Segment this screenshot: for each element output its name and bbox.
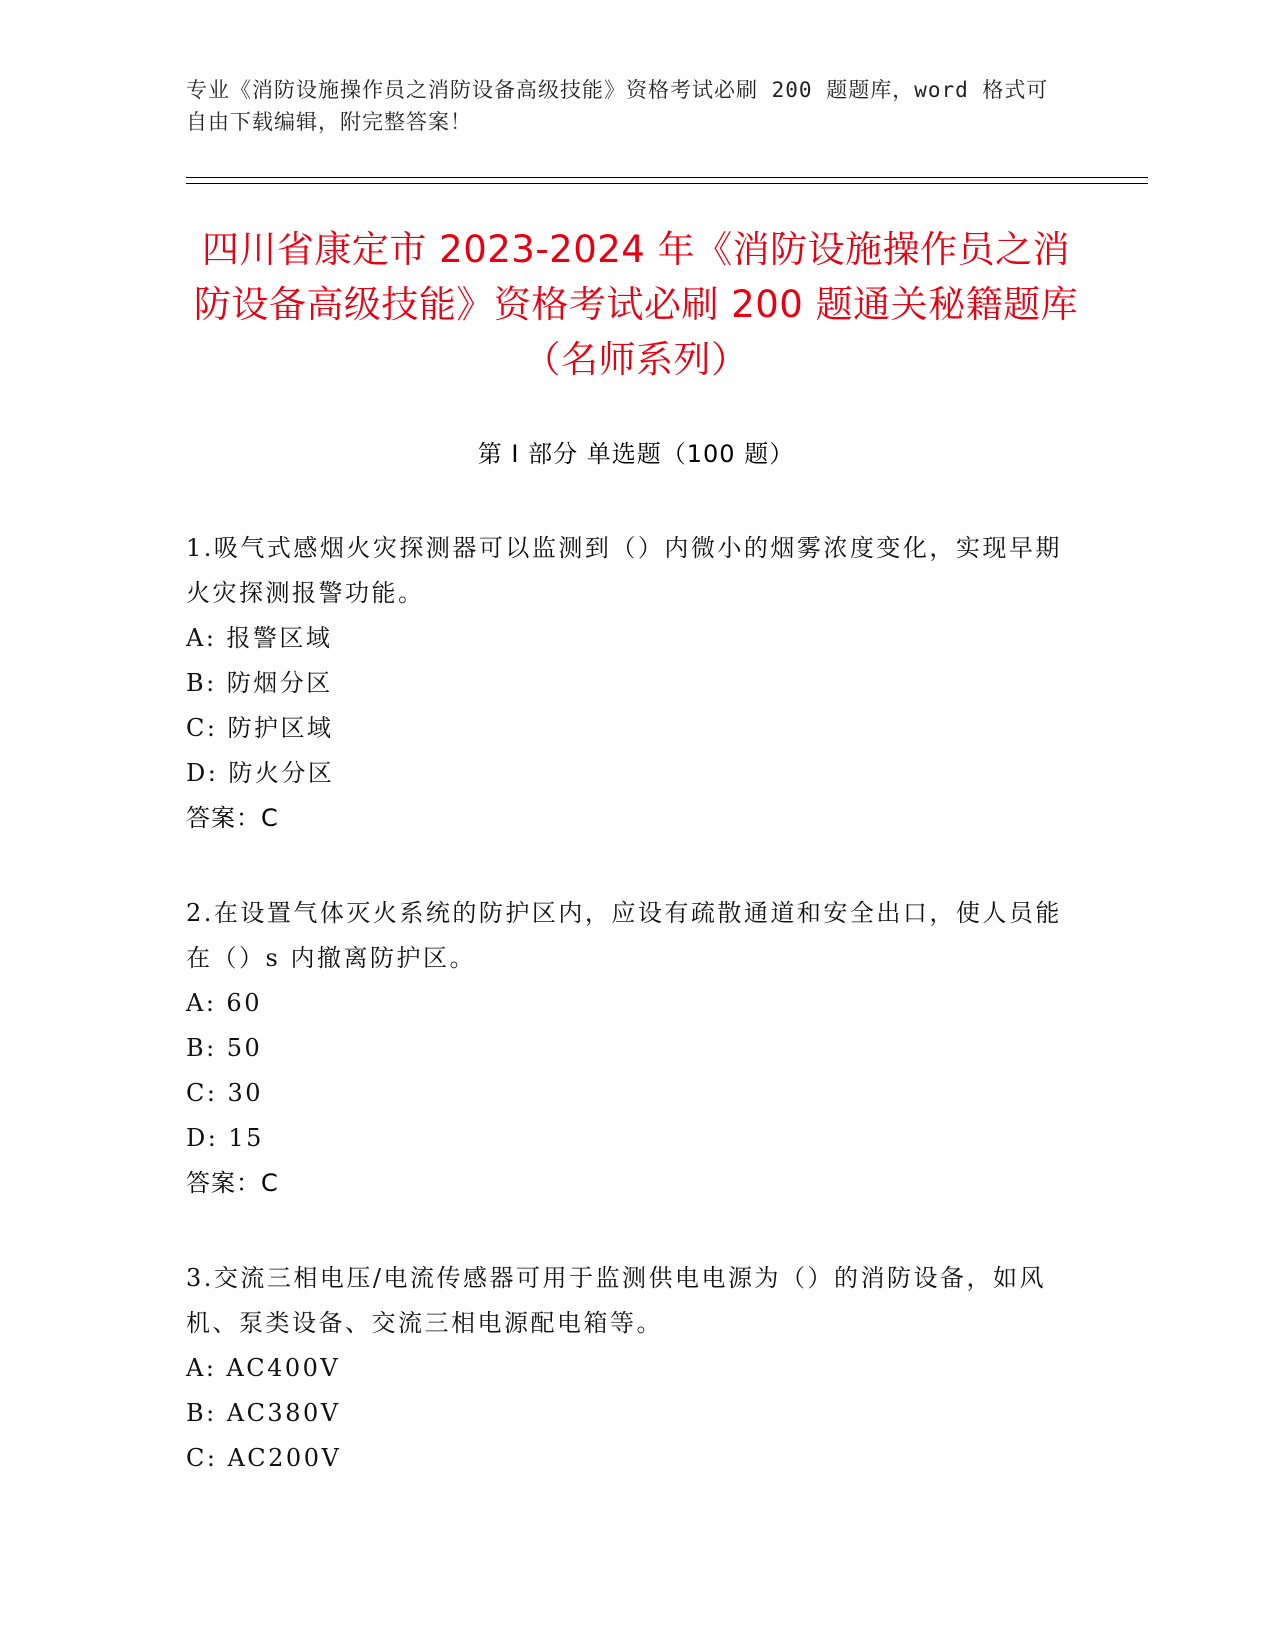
option-letter: A: (186, 989, 217, 1017)
option-letter: C: (186, 1079, 218, 1107)
header-note: 专业《消防设施操作员之消防设备高级技能》资格考试必刷 200 题题库，word 格式可自由下载编辑，附完整答案！ (186, 78, 1049, 134)
option-text: 30 (227, 1079, 263, 1107)
option-b (186, 1391, 1066, 1436)
option-letter: C: (186, 1444, 218, 1472)
question-stem: 3.交流三相电压/电流传感器可用于监测供电电源为（）的消防设备，如风机、泵类设备、交流三相电源配电箱等。 (186, 1264, 1046, 1337)
option-a (186, 1346, 1066, 1391)
option-text: AC200V (227, 1444, 342, 1472)
answer-line: 答案：C (186, 804, 279, 832)
option-letter: A: (186, 1354, 217, 1382)
section-heading: 第 I 部分 单选题（100 题） (477, 440, 795, 468)
header-rule-top (186, 177, 1148, 178)
option-c (186, 1071, 1066, 1116)
option-letter: B: (186, 1399, 217, 1427)
option-text: 50 (226, 1034, 263, 1062)
option-letter: C: (186, 714, 218, 742)
option-text: 15 (228, 1124, 264, 1152)
question-2 (186, 891, 1066, 1206)
option-a (186, 981, 1066, 1026)
option-c (186, 706, 1066, 751)
header-rule-bottom (186, 183, 1148, 184)
question-3 (186, 1256, 1066, 1481)
question-stem: 2.在设置气体灭火系统的防护区内，应设有疏散通道和安全出口，使人员能在（）s 内撤离防护区。 (186, 899, 1062, 972)
question-list (186, 526, 1066, 1531)
option-text: AC380V (226, 1399, 341, 1427)
option-text: 60 (226, 989, 262, 1017)
option-d (186, 751, 1066, 796)
answer-line: 答案：C (186, 1169, 279, 1197)
option-letter: D: (186, 759, 219, 787)
question-1 (186, 526, 1066, 841)
document-title: 四川省康定市 2023-2024 年《消防设施操作员之消防设备高级技能》资格考试必刷 200 题通关秘籍题库（名师系列） (193, 228, 1079, 381)
option-text: 防护区域 (227, 714, 334, 742)
option-letter: B: (186, 669, 217, 697)
option-letter: D: (186, 1124, 219, 1152)
option-text: AC400V (226, 1354, 341, 1382)
option-letter: B: (186, 1034, 217, 1062)
option-text: 报警区域 (226, 624, 333, 652)
option-a (186, 616, 1066, 661)
question-stem: 1.吸气式感烟火灾探测器可以监测到（）内微小的烟雾浓度变化，实现早期火灾探测报警功能。 (186, 534, 1062, 607)
option-d (186, 1116, 1066, 1161)
option-b (186, 1026, 1066, 1071)
option-c (186, 1436, 1066, 1481)
option-b (186, 661, 1066, 706)
option-text: 防烟分区 (226, 669, 333, 697)
option-letter: A: (186, 624, 217, 652)
option-text: 防火分区 (228, 759, 335, 787)
